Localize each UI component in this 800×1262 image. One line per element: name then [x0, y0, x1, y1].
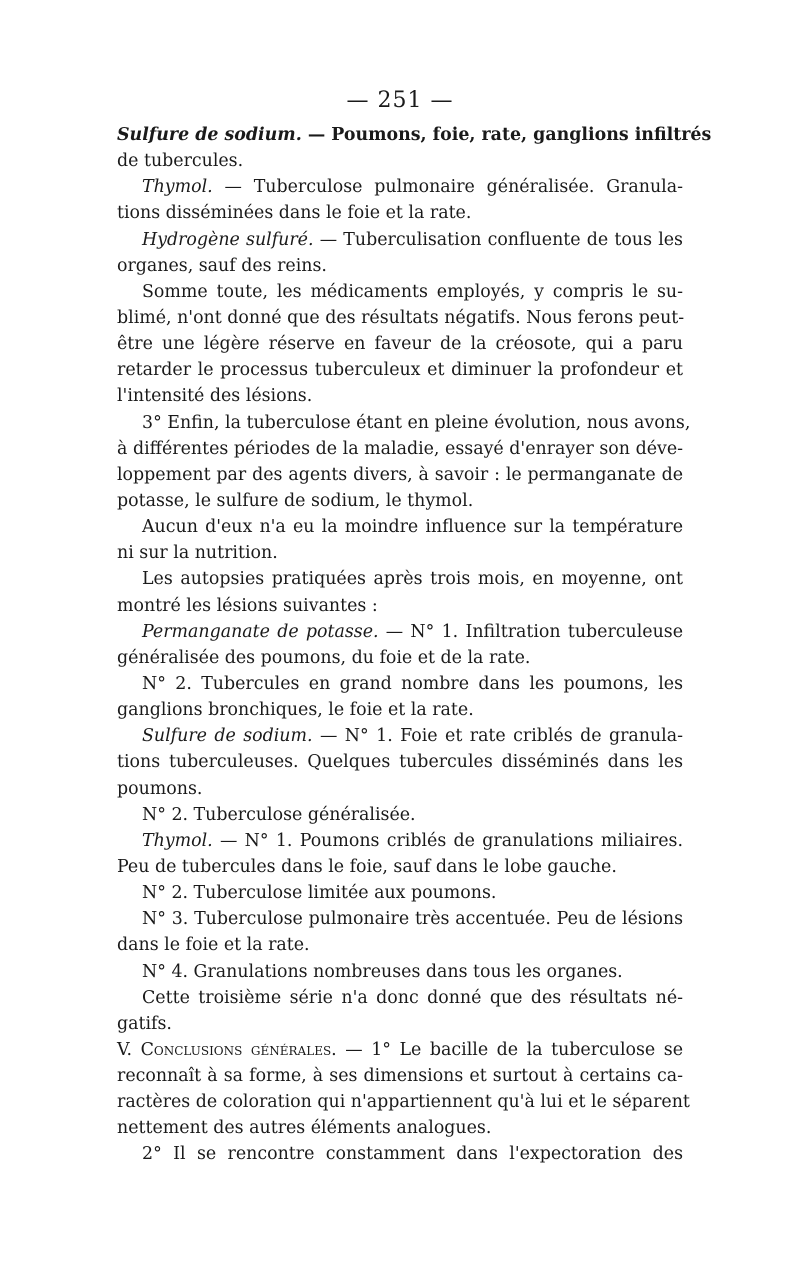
text-span: Les autopsies pratiquées après trois mois, en moyenne, ont [142, 569, 683, 590]
text-span: gatifs. [117, 1013, 172, 1034]
text-line [117, 593, 683, 619]
text-line [117, 148, 683, 174]
text-line [117, 985, 683, 1011]
text-line [117, 227, 683, 253]
text-line [117, 1141, 683, 1167]
text-line [117, 959, 683, 985]
text-line [117, 331, 683, 357]
text-span: 3° Enfin, la tuberculose étant en pleine évolution, nous avons, [142, 412, 691, 433]
text-line [117, 906, 683, 932]
text-line [117, 357, 683, 383]
text-span: organes, sauf des reins. [117, 255, 327, 276]
text-line [117, 828, 683, 854]
text-span: potasse, le sulfure de sodium, le thymol. [117, 490, 474, 511]
text-span: dans le foie et la rate. [117, 935, 310, 956]
text-span: Somme toute, les médicaments employés, y compris le su- [142, 281, 683, 302]
text-span: montré les lésions suivantes : [117, 595, 378, 616]
text-span: Hydrogène sulfuré. [142, 229, 314, 250]
text-span: Sulfure de sodium. [142, 726, 313, 747]
body-text [117, 122, 712, 1168]
text-line [117, 462, 683, 488]
text-line [117, 671, 683, 697]
text-line [117, 645, 683, 671]
text-span: l'intensité des lésions. [117, 386, 313, 407]
text-line [117, 253, 683, 279]
text-span: Thymol. [142, 177, 213, 198]
text-span: 2° Il se rencontre constamment dans l'expectoration des [142, 1144, 683, 1165]
text-line [117, 305, 683, 331]
text-line [117, 1011, 683, 1037]
text-span: N° 2. Tuberculose limitée aux poumons. [142, 883, 497, 904]
text-line [117, 1037, 683, 1063]
text-span: — N° 1. Poumons criblés de granulations miliaires. [212, 830, 683, 851]
text-span: — 1° Le bacille de la tuberculose se [336, 1039, 683, 1060]
text-line [117, 802, 683, 828]
text-line [117, 749, 683, 775]
text-line [117, 697, 683, 723]
text-span: — Poumons, foie, rate, ganglions infiltrés [301, 125, 712, 145]
text-span: N° 2. Tubercules en grand nombre dans les poumons, les [142, 673, 683, 694]
text-span: tions disséminées dans le foie et la rate. [117, 203, 472, 224]
text-span: V. [117, 1039, 141, 1060]
text-line [117, 566, 683, 592]
text-span: tions tuberculeuses. Quelques tubercules disséminés dans les [117, 752, 683, 773]
text-span: ni sur la nutrition. [117, 543, 278, 564]
text-line [117, 1063, 683, 1089]
text-line [117, 279, 683, 305]
text-span: N° 4. Granulations nombreuses dans tous les organes. [142, 961, 623, 982]
text-line [117, 514, 683, 540]
text-span: ractères de coloration qui n'appartiennent qu'à lui et le séparent [117, 1092, 690, 1113]
text-span: Sulfure de sodium. [117, 125, 302, 145]
text-span: — N° 1. Foie et rate criblés de granula- [312, 726, 683, 747]
text-span: N° 3. Tuberculose pulmonaire très accentuée. Peu de lésions [142, 909, 683, 930]
text-span: Permanganate de potasse. [142, 621, 379, 642]
text-line [117, 122, 712, 148]
text-span: ganglions bronchiques, le foie et la rate. [117, 700, 474, 721]
text-span: — Tuberculose pulmonaire généralisée. Granula- [212, 177, 683, 198]
text-line [117, 174, 683, 200]
text-span: — Tuberculisation confluente de tous les [313, 229, 683, 250]
text-line [117, 619, 683, 645]
page-number: — 251 — [346, 88, 454, 113]
text-line [117, 1115, 683, 1141]
text-span: Peu de tubercules dans le foie, sauf dans le lobe gauche. [117, 856, 617, 877]
text-span: à différentes périodes de la maladie, essayé d'enrayer son déve- [117, 438, 683, 459]
text-line [117, 723, 683, 749]
text-span: poumons. [117, 778, 203, 799]
text-span: retarder le processus tuberculeux et diminuer la profondeur et [117, 360, 683, 381]
text-span: Conclusions générales. [140, 1039, 337, 1060]
text-span: de tubercules. [117, 151, 244, 172]
text-span: Aucun d'eux n'a eu la moindre influence sur la température [142, 517, 683, 538]
text-line [117, 932, 683, 958]
text-span: nettement des autres éléments analogues. [117, 1118, 492, 1139]
text-line [117, 880, 683, 906]
text-line [117, 1089, 690, 1115]
text-span: généralisée des poumons, du foie et de la rate. [117, 647, 531, 668]
text-span: N° 2. Tuberculose généralisée. [142, 804, 416, 825]
text-line [117, 383, 683, 409]
text-span: Cette troisième série n'a donc donné que des résultats né- [142, 987, 683, 1008]
text-line [117, 540, 683, 566]
text-span: — N° 1. Infiltration tuberculeuse [378, 621, 683, 642]
text-line [117, 410, 691, 436]
text-line [117, 776, 683, 802]
text-span: loppement par des agents divers, à savoir : le permanganate de [117, 464, 683, 485]
text-line [117, 200, 683, 226]
text-span: blimé, n'ont donné que des résultats négatifs. Nous ferons peut- [117, 307, 685, 328]
text-span: Thymol. [142, 830, 213, 851]
text-line [117, 436, 683, 462]
text-line [117, 488, 683, 514]
text-span: être une légère réserve en faveur de la créosote, qui a paru [117, 334, 683, 355]
text-line [117, 854, 683, 880]
text-span: reconnaît à sa forme, à ses dimensions et surtout à certains ca- [117, 1066, 683, 1087]
